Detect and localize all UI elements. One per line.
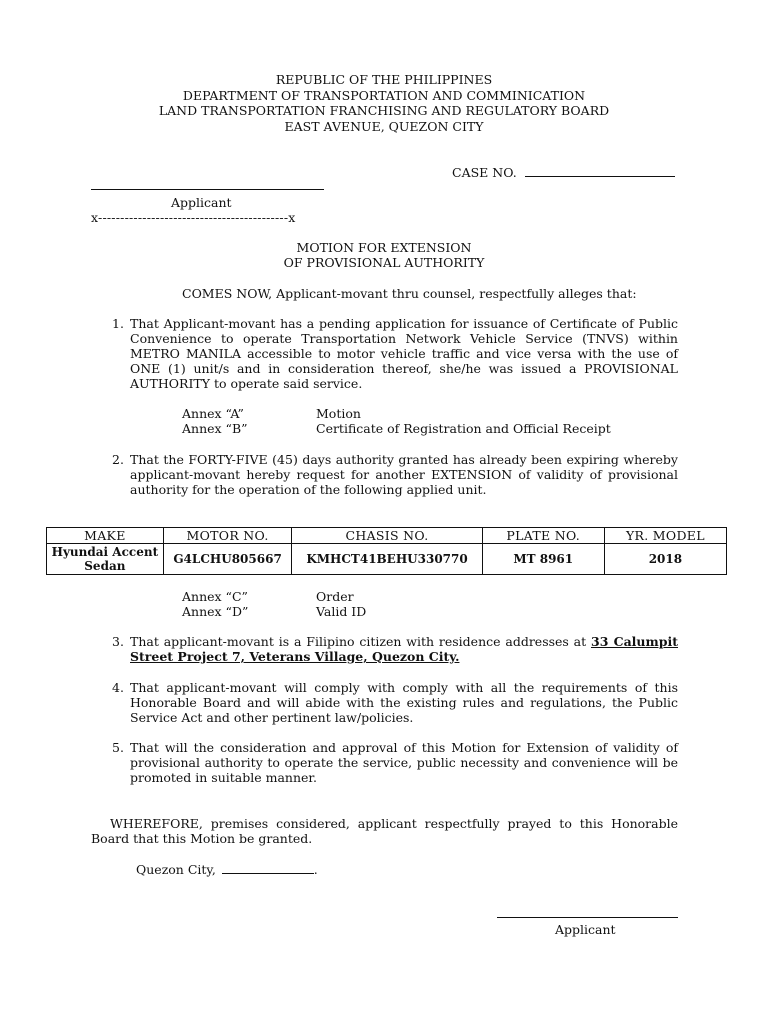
annex-a-label: Annex “A” xyxy=(182,406,244,421)
allegation-2-number: 2. xyxy=(112,452,124,467)
residence-address: 33 Calumpit Street Project 7, Veterans Village, Quezon City. xyxy=(130,634,678,664)
allegation-5-text: That will the consideration and approval of this Motion for Extension of validity of provisional authority to operate the service, public necessity and convenience will be promoted in suitable manner. xyxy=(130,740,678,785)
allegation-3-text xyxy=(130,634,678,664)
allegation-4 xyxy=(112,680,678,725)
allegation-1-text: That Applicant-movant has a pending application for issuance of Certificate of Public Convenience to operate Transportation Network Vehicle Service (TNVS) within METRO MANILA accessible to motor vehicle traffic and vice versa with the use of ONE (1) unit/s and in consideration thereof, she/he was issued a PROVISIONAL AUTHORITY to operate said service. xyxy=(130,316,678,391)
annex-b-label: Annex “B” xyxy=(182,421,248,436)
motion-title xyxy=(0,240,768,270)
column-chasis-no: CHASIS NO. xyxy=(292,528,482,544)
header-board: LAND TRANSPORTATION FRANCHISING AND REGULATORY BOARD xyxy=(158,103,610,118)
annex-d-label: Annex “D” xyxy=(182,604,249,619)
allegation-1-number: 1. xyxy=(112,316,124,331)
allegation-3-body: That applicant-movant is a Filipino citizen with residence addresses at xyxy=(130,634,591,649)
table-row xyxy=(47,544,727,575)
allegation-5 xyxy=(112,740,678,785)
annex-c-desc: Order xyxy=(316,589,354,604)
annex-a xyxy=(182,406,361,421)
cell-make: Hyundai Accent Sedan xyxy=(47,544,164,575)
place-date-field xyxy=(136,861,318,877)
document-header xyxy=(0,72,768,134)
column-motor-no: MOTOR NO. xyxy=(163,528,292,544)
annex-b xyxy=(182,421,611,436)
caption-separator: x-------------------------------------------x xyxy=(91,210,296,225)
applied-unit-table xyxy=(46,527,727,575)
allegation-3-number: 3. xyxy=(112,634,124,649)
signature-line xyxy=(497,917,678,918)
annex-c xyxy=(182,589,354,604)
column-make: MAKE xyxy=(47,528,164,544)
motion-title-line1: MOTION FOR EXTENSION xyxy=(296,240,472,255)
allegation-4-text: That applicant-movant will comply with comply with all the requirements of this Honorable Board and will abide with the existing rules and regulations, the Public Service Act and other pertinent law/policies. xyxy=(130,680,678,725)
allegation-3 xyxy=(112,634,678,664)
annex-d-desc: Valid ID xyxy=(316,604,367,619)
header-republic: REPUBLIC OF THE PHILIPPINES xyxy=(275,72,493,87)
allegation-2-text: That the FORTY-FIVE (45) days authority granted has already been expiring whereby applicant-movant hereby request for another EXTENSION of validity of provisional authority for the operation of the following applied unit. xyxy=(130,452,678,497)
annex-a-desc: Motion xyxy=(316,406,361,421)
cell-chasis-no: KMHCT41BEHU330770 xyxy=(292,544,482,575)
allegation-5-number: 5. xyxy=(112,740,124,755)
annex-d xyxy=(182,604,366,619)
header-address: EAST AVENUE, QUEZON CITY xyxy=(284,118,484,134)
place-period: . xyxy=(313,862,318,877)
header-department: DEPARTMENT OF TRANSPORTATION AND COMMINICATION xyxy=(182,87,586,103)
annex-b-desc: Certificate of Registration and Official Receipt xyxy=(316,421,611,436)
date-blank xyxy=(222,861,314,874)
case-number-field xyxy=(452,164,675,180)
column-plate-no: PLATE NO. xyxy=(482,528,604,544)
applicant-label: Applicant xyxy=(171,195,232,210)
column-yr-model: YR. MODEL xyxy=(604,528,726,544)
motion-title-line2: OF PROVISIONAL AUTHORITY xyxy=(283,255,485,270)
cell-yr-model: 2018 xyxy=(604,544,726,575)
allegation-4-number: 4. xyxy=(112,680,124,695)
allegation-1 xyxy=(112,316,678,391)
cell-plate-no: MT 8961 xyxy=(482,544,604,575)
signature-applicant-label: Applicant xyxy=(555,922,616,937)
case-number-label: CASE NO. xyxy=(452,165,517,180)
applicant-name-line xyxy=(91,189,324,190)
intro-paragraph: COMES NOW, Applicant-movant thru counsel, respectfully alleges that: xyxy=(182,286,637,301)
cell-motor-no: G4LCHU805667 xyxy=(163,544,292,575)
wherefore-clause: WHEREFORE, premises considered, applicant respectfully prayed to this Honorable Board that this Motion be granted. xyxy=(91,816,678,846)
case-number-blank xyxy=(525,164,675,177)
place-label: Quezon City, xyxy=(136,862,216,877)
annex-c-label: Annex “C” xyxy=(182,589,248,604)
allegation-2 xyxy=(112,452,678,497)
table-header-row xyxy=(47,528,727,544)
